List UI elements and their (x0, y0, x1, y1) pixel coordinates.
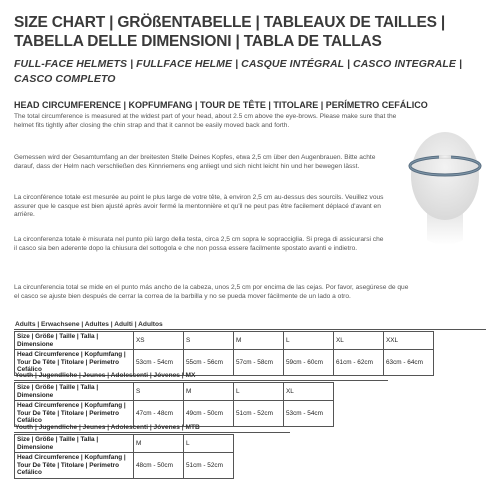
size-cell: M (134, 435, 184, 453)
circumference-cell: 53cm - 54cm (134, 350, 184, 376)
size-cell: S (184, 332, 234, 350)
head-measurement-illustration (405, 128, 485, 254)
paragraph-it: La circonferenza totale è misurata nel punto più largo della testa, circa 2,5 cm sopra le sopracciglia. Si prega di assicurarsi che il casco sia ben aderente dopo la chiusura del sottogola e che non possa essere facilmente spostato avanti e indietro. (14, 236, 384, 252)
table-row (15, 435, 234, 453)
size-cell: XS (134, 332, 184, 350)
circumference-cell: 59cm - 60cm (284, 350, 334, 376)
paragraph-es: La circunferencia total se mide en el punto más ancho de la cabeza, unos 2,5 cm por encima de las cejas. Por favor, asegúrese de que el casco se ajuste bien después de cerrar la correa de la barbilla y no se pueda mover fácilmente de un lado a otro. (14, 284, 409, 300)
size-cell: L (284, 332, 334, 350)
circumference-cell: 61cm - 62cm (334, 350, 384, 376)
size-cell: M (234, 332, 284, 350)
size-label-cell: Size | Größe | Taille | Talla | Dimensione (15, 332, 134, 350)
circumference-cell: 47cm - 48cm (134, 401, 184, 427)
paragraph-fr: La circonférence totale est mesurée au point le plus large de votre tête, à environ 2,5 cm au-dessus des sourcils. Veuillez vous assurer que le casque est bien ajusté après avoir fermé la mentonnière et qu'il ne peut pas être facilement déplacé d'avant en arrière. (14, 194, 384, 219)
table-row (15, 332, 434, 350)
table-row (15, 383, 334, 401)
circumference-cell: 55cm - 56cm (184, 350, 234, 376)
circumference-cell: 51cm - 52cm (184, 453, 234, 479)
paragraph-en: The total circumference is measured at the widest part of your head, about 2.5 cm above the eye-brows. Please make sure that the helmet fits tightly after closing the chin strap and that it cannot be easily moved back and forth. (14, 113, 397, 129)
youth-mx-size-table (14, 382, 334, 427)
circumference-cell: 48cm - 50cm (134, 453, 184, 479)
table-divider (14, 380, 388, 381)
size-cell: M (184, 383, 234, 401)
table-divider (14, 432, 290, 433)
circumference-cell: 57cm - 58cm (234, 350, 284, 376)
size-cell: XL (334, 332, 384, 350)
youth-mtb-size-table (14, 434, 234, 479)
circumference-cell: 63cm - 64cm (384, 350, 434, 376)
table-row (15, 453, 234, 479)
size-cell: XXL (384, 332, 434, 350)
size-cell: XL (284, 383, 334, 401)
circumference-label-cell: Head Circumference | Kopfumfang | Tour De Tête | Titolare | Perímetro Cefálico (15, 350, 134, 376)
main-title-line2: TABELLA DELLE DIMENSIONI | TABLA DE TALLAS (14, 33, 382, 50)
subtitle-line2: CASCO COMPLETO (14, 73, 116, 85)
size-label-cell: Size | Größe | Taille | Talla | Dimensione (15, 435, 134, 453)
subtitle-line1: FULL-FACE HELMETS | FULLFACE HELME | CASQUE INTÉGRAL | CASCO INTEGRALE | (14, 58, 463, 70)
youth-mtb-table-title: Youth | Jugendliche | Jeunes | Adolescenti | Jóvenes | MTB (15, 424, 200, 431)
youth-mx-table-title: Youth | Jugendliche | Jeunes | Adolescenti | Jóvenes | MX (15, 372, 196, 379)
table-row (15, 401, 334, 427)
circumference-label-cell: Head Circumference | Kopfumfang | Tour De Tête | Titolare | Perímetro Cefálico (15, 401, 134, 427)
table-divider (14, 329, 486, 330)
paragraph-de: Gemessen wird der Gesamtumfang an der breitesten Stelle Deines Kopfes, etwa 2,5 cm über den Augenbrauen. Bitte achte darauf, dass der Helm nach verschließen des Kinnriemens eng anliegt und sich nicht leicht hin und her bewegen lässt. (14, 154, 376, 170)
size-cell: L (184, 435, 234, 453)
adults-size-table (14, 331, 434, 376)
adults-table-title: Adults | Erwachsene | Adultes | Adulti | Adultos (15, 321, 163, 328)
head-circumference-heading: HEAD CIRCUMFERENCE | KOPFUMFANG | TOUR DE TÊTE | TITOLARE | PERÍMETRO CEFÁLICO (14, 100, 428, 110)
main-title-line1: SIZE CHART | GRÖßENTABELLE | TABLEAUX DE TAILLES | (14, 14, 445, 31)
size-cell: L (234, 383, 284, 401)
size-label-cell: Size | Größe | Taille | Talla | Dimensione (15, 383, 134, 401)
circumference-label-cell: Head Circumference | Kopfumfang | Tour De Tête | Titolare | Perímetro Cefálico (15, 453, 134, 479)
circumference-cell: 51cm - 52cm (234, 401, 284, 427)
circumference-cell: 49cm - 50cm (184, 401, 234, 427)
circumference-cell: 53cm - 54cm (284, 401, 334, 427)
size-cell: S (134, 383, 184, 401)
